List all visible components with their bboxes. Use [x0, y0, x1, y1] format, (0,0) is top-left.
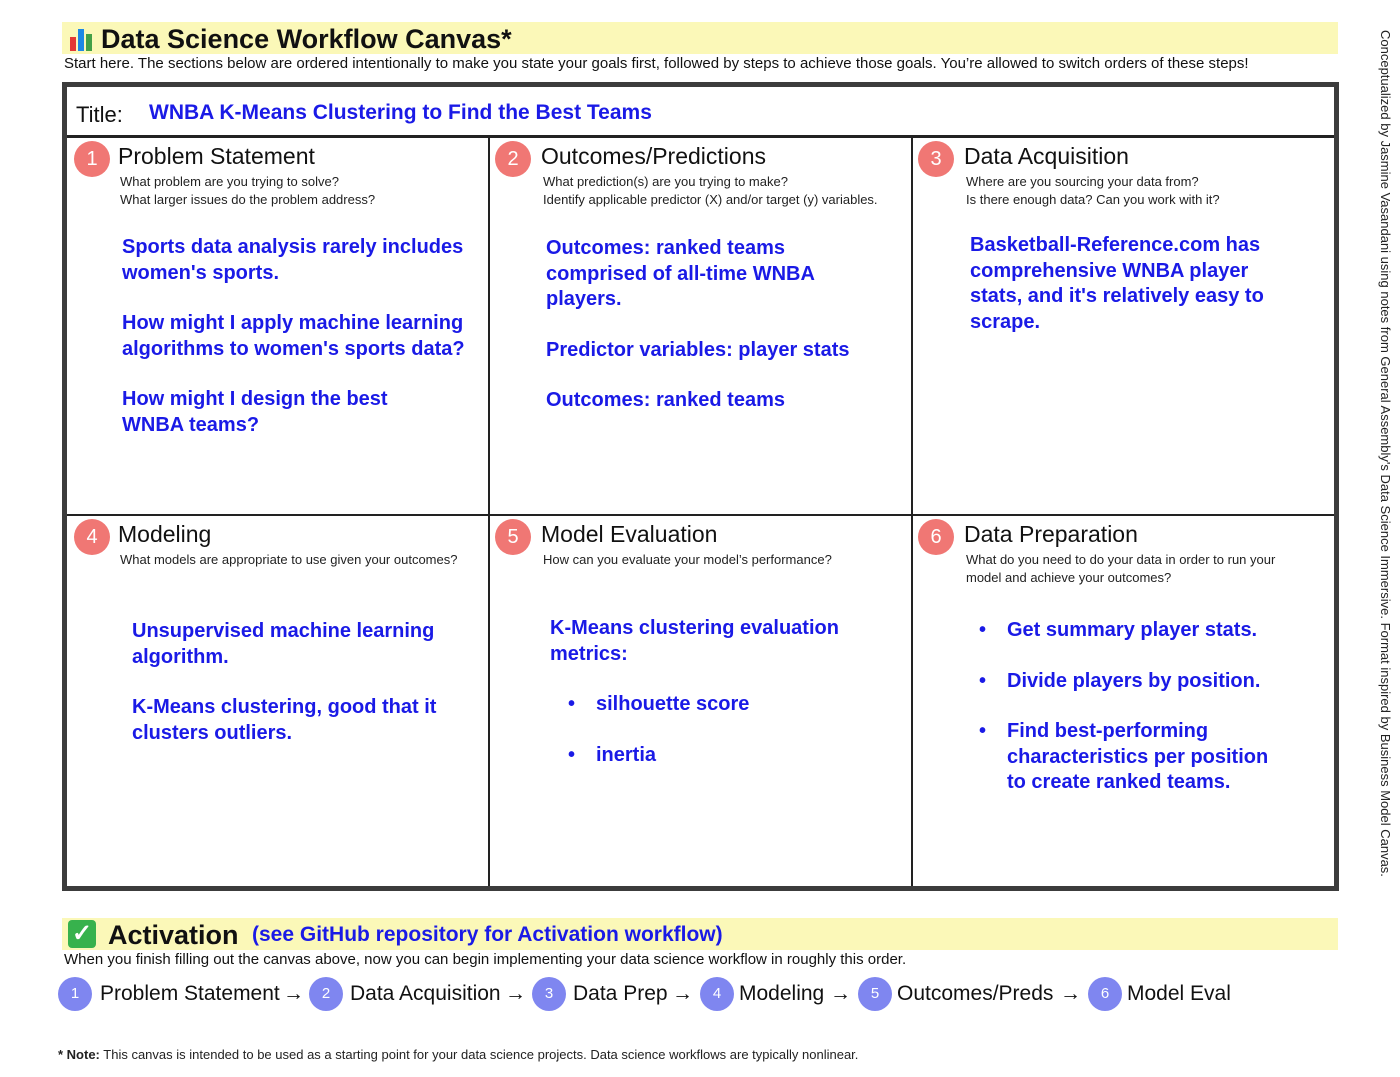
activation-intro: When you finish filling out the canvas above, now you can begin implementing your data science workflow in roughly this order.: [64, 951, 907, 968]
project-title: WNBA K-Means Clustering to Find the Best Teams: [149, 101, 652, 124]
list-item: • Find best-performing characteristics per position to create ranked teams.: [979, 719, 1277, 796]
arrow-icon: →: [283, 982, 304, 1005]
cell-question: What models are appropriate to use given your outcomes?: [120, 552, 458, 567]
canvas-intro: Start here. The sections below are ordered intentionally to make you state your goals first, followed by steps to achieve those goals. You’re allowed to switch orders of these steps!: [64, 55, 1249, 72]
cell-model-evaluation: [490, 516, 911, 886]
cell-data-preparation: [913, 516, 1334, 886]
title-label: Title:: [76, 102, 123, 127]
step-number-badge: 1: [58, 977, 92, 1011]
answer-text: Outcomes: ranked teams: [546, 389, 785, 411]
step-number-badge: 5: [495, 519, 531, 555]
answer-text: How might I design the best WNBA teams?: [122, 388, 388, 436]
cell-outcomes-predictions: [490, 138, 911, 514]
project-title-row: [67, 87, 1334, 138]
step-number-badge: 4: [700, 977, 734, 1011]
arrow-icon: →: [1060, 982, 1081, 1005]
check-mark-icon: ✓: [68, 920, 96, 948]
footnote-prefix: * Note:: [58, 1047, 100, 1062]
step-number-badge: 2: [495, 141, 531, 177]
cell-problem-statement: [67, 138, 488, 514]
footnote-text: This canvas is intended to be used as a starting point for your data science projects. Data science workflows are typically nonlinear.: [103, 1047, 859, 1062]
cell-title: Problem Statement: [118, 143, 315, 169]
cell-question: How can you evaluate your model’s performance?: [543, 552, 832, 567]
cell-answer: [979, 618, 1299, 796]
workflow-board: [62, 82, 1339, 891]
arrow-icon: →: [672, 982, 693, 1005]
answer-text: How might I apply machine learning algorithms to women's sports data?: [122, 312, 465, 360]
answer-text: K-Means clustering evaluation metrics:: [550, 617, 839, 665]
cell-answer: [970, 233, 1290, 335]
step-number-badge: 6: [918, 519, 954, 555]
prep-list: [979, 618, 1299, 796]
activation-title: Activation: [108, 920, 239, 950]
cell-answer: [122, 235, 477, 438]
cell-answer: [550, 616, 870, 768]
side-credit: [1375, 30, 1395, 960]
list-item: • Get summary player stats.: [979, 618, 1299, 644]
cell-question: What do you need to do your data in order to run your model and achieve your outcomes?: [966, 552, 1276, 585]
arrow-icon: →: [505, 982, 526, 1005]
bar-chart-icon: [68, 27, 94, 51]
answer-text: Sports data analysis rarely includes women's sports.: [122, 236, 464, 284]
step-label: Data Prep: [573, 982, 668, 1005]
step-label: Model Eval: [1127, 982, 1231, 1005]
step-number-badge: 4: [74, 519, 110, 555]
list-item: • Divide players by position.: [979, 669, 1299, 695]
cell-title: Data Preparation: [964, 521, 1138, 547]
answer-text: K-Means clustering, good that it clusters outliers.: [132, 696, 437, 744]
cell-question: What problem are you trying to solve? What larger issues do the problem address?: [120, 174, 376, 207]
answer-text: Predictor variables: player stats: [546, 338, 850, 361]
step-number-badge: 6: [1088, 977, 1122, 1011]
activation-note: (see GitHub repository for Activation workflow): [252, 923, 723, 946]
step-label: Problem Statement: [100, 982, 280, 1005]
step-number-badge: 3: [918, 141, 954, 177]
cell-title: Outcomes/Predictions: [541, 143, 766, 169]
footnote: [58, 1047, 858, 1063]
answer-text: Unsupervised machine learning algorithm.: [132, 620, 435, 668]
step-label: Outcomes/Preds: [897, 982, 1054, 1005]
cell-question: What prediction(s) are you trying to make? Identify applicable predictor (X) and/or target (y) variables.: [543, 174, 878, 207]
cell-answer: [132, 619, 452, 746]
canvas-title: Data Science Workflow Canvas*: [101, 24, 512, 54]
cell-title: Model Evaluation: [541, 521, 718, 547]
list-item: • inertia: [568, 743, 870, 769]
cell-question: Where are you sourcing your data from? Is there enough data? Can you work with it?: [966, 174, 1220, 207]
cell-data-acquisition: [913, 138, 1334, 514]
cell-title: Modeling: [118, 521, 212, 547]
step-number-badge: 2: [309, 977, 343, 1011]
step-number-badge: 1: [74, 141, 110, 177]
credit-text: Conceptualized by Jasmine Vasandani using notes from General Assembly's Data Science Immersive. Format inspired by Business Model Canvas.: [1378, 30, 1393, 877]
cell-title: Data Acquisition: [964, 143, 1129, 169]
step-label: Modeling: [739, 982, 825, 1005]
list-item: • silhouette score: [568, 692, 870, 718]
arrow-icon: →: [830, 982, 851, 1005]
answer-text: Outcomes: ranked teams comprised of all-time WNBA players.: [546, 237, 815, 310]
cell-modeling: [67, 516, 488, 886]
step-number-badge: 5: [858, 977, 892, 1011]
metrics-list: [568, 692, 870, 768]
step-number-badge: 3: [532, 977, 566, 1011]
cell-answer: [546, 236, 850, 414]
step-label: Data Acquisition: [350, 982, 501, 1005]
answer-text: Basketball-Reference.com has comprehensive WNBA player stats, and it's relatively easy to scrape.: [970, 234, 1264, 333]
